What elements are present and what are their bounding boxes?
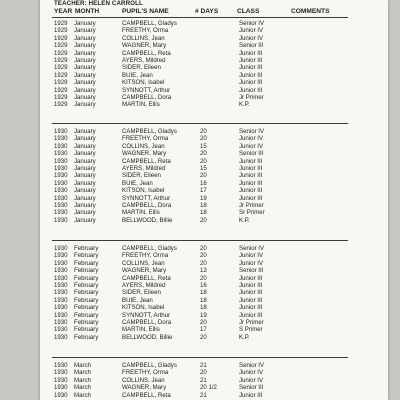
table-row [40, 377, 388, 384]
cell-year: 1929 [54, 20, 68, 27]
cell-class: Jr Primer [239, 93, 264, 101]
cell-name: CAMPBELL, Dora [122, 318, 172, 326]
cell-class: Junior III [239, 391, 263, 399]
cell-days: 21 [200, 362, 207, 369]
cell-year: 1929 [54, 79, 68, 87]
cell-days: 15 [200, 164, 207, 172]
cell-month: January [74, 194, 96, 202]
table-row [40, 384, 388, 391]
cell-month: February [74, 311, 99, 319]
cell-name: KITSON, Isabel [122, 187, 165, 195]
table-row [40, 72, 388, 79]
cell-month: January [74, 164, 96, 172]
cell-year: 1930 [54, 326, 68, 334]
cell-month: January [74, 209, 96, 217]
cell-name: SIDER, Eileen [122, 172, 161, 180]
table-row [40, 135, 388, 142]
cell-month: January [74, 157, 96, 165]
cell-class: Junior III [239, 71, 263, 79]
cell-class: Senior III [239, 150, 264, 158]
cell-class: Junior III [239, 281, 263, 289]
cell-name: WAGNER, Mary [122, 150, 167, 158]
cell-days: 17 [200, 326, 207, 334]
cell-days: 19 [200, 311, 207, 319]
cell-days: 20 [200, 245, 207, 252]
cell-name: FREETHY, Orma [122, 27, 169, 35]
cell-class: Junior III [239, 64, 263, 72]
cell-class: Junior III [239, 304, 263, 312]
cell-name: BUIE, Jean [122, 296, 153, 304]
cell-days: 20 [200, 318, 207, 326]
cell-days: 15 [200, 142, 207, 150]
cell-name: CAMPBELL, Reta [122, 391, 171, 399]
table-row [40, 392, 388, 399]
cell-year: 1929 [54, 71, 68, 79]
cell-days: 20 [200, 252, 207, 260]
cell-month: February [74, 274, 99, 282]
cell-year: 1930 [54, 209, 68, 217]
cell-name: MARTIN, Ellis [122, 209, 160, 217]
cell-name: MARTIN, Ellis [122, 326, 160, 334]
cell-year: 1930 [54, 296, 68, 304]
cell-class: Jr Primer [239, 201, 264, 209]
cell-class: Junior III [239, 274, 263, 282]
cell-name: CAMPBELL, Reta [122, 157, 171, 165]
cell-month: January [74, 216, 96, 224]
table-row [40, 87, 388, 94]
header-month: MONTH [75, 8, 100, 15]
table-row [40, 158, 388, 165]
cell-name: WAGNER, Mary [122, 267, 167, 275]
table-row [40, 362, 388, 369]
cell-class: Senior IV [239, 20, 265, 27]
cell-name: CAMPBELL, Reta [122, 274, 171, 282]
table-row [40, 282, 388, 289]
teacher-heading: TEACHER: HELEN CARROLL [54, 0, 143, 7]
cell-days: 16 [200, 281, 207, 289]
cell-name: COLLINS, Jean [122, 142, 165, 150]
cell-month: January [74, 64, 96, 72]
cell-month: January [74, 86, 96, 94]
cell-name: COLLINS, Jean [122, 376, 165, 384]
attendance-block [40, 245, 388, 341]
table-row [40, 252, 388, 259]
cell-days: 21 [200, 376, 207, 384]
section-rule [52, 357, 348, 358]
cell-name: KITSON, Isabel [122, 79, 165, 87]
cell-class: Junior III [239, 49, 263, 57]
cell-year: 1930 [54, 201, 68, 209]
cell-month: February [74, 326, 99, 334]
cell-month: January [74, 201, 96, 209]
cell-month: January [74, 42, 96, 50]
cell-class: Junior IV [239, 252, 264, 260]
cell-year: 1930 [54, 304, 68, 312]
cell-year: 1930 [54, 318, 68, 326]
cell-year: 1930 [54, 274, 68, 282]
cell-year: 1930 [54, 142, 68, 150]
cell-name: SYNNOTT, Arthur [122, 86, 171, 94]
table-row [40, 150, 388, 157]
cell-year: 1930 [54, 362, 68, 369]
table-row [40, 57, 388, 64]
cell-year: 1929 [54, 42, 68, 50]
cell-class: Junior IV [239, 259, 264, 267]
cell-days: 21 [200, 391, 207, 399]
table-row [40, 94, 388, 101]
table-row [40, 165, 388, 172]
cell-year: 1929 [54, 34, 68, 42]
cell-month: January [74, 172, 96, 180]
cell-class: Junior III [239, 187, 263, 195]
cell-name: CAMPBELL, Gladys [122, 128, 177, 135]
cell-name: CAMPBELL, Gladys [122, 362, 177, 369]
cell-year: 1930 [54, 216, 68, 224]
cell-month: January [74, 187, 96, 195]
cell-month: January [74, 71, 96, 79]
cell-name: FREETHY, Orma [122, 135, 169, 143]
attendance-block [40, 362, 388, 399]
cell-month: January [74, 150, 96, 158]
cell-class: K.P. [239, 101, 250, 109]
cell-month: February [74, 245, 99, 252]
cell-name: SIDER, Eileen [122, 289, 161, 297]
cell-month: March [74, 376, 91, 384]
cell-name: WAGNER, Mary [122, 384, 167, 392]
table-row [40, 187, 388, 194]
cell-days: 20 [200, 333, 207, 341]
cell-month: January [74, 93, 96, 101]
cell-year: 1930 [54, 157, 68, 165]
cell-year: 1929 [54, 27, 68, 35]
cell-days: 18 [200, 304, 207, 312]
cell-year: 1929 [54, 64, 68, 72]
cell-year: 1930 [54, 172, 68, 180]
cell-month: January [74, 179, 96, 187]
cell-days: 20 [200, 135, 207, 143]
cell-month: February [74, 281, 99, 289]
cell-month: February [74, 318, 99, 326]
table-row [40, 128, 388, 135]
cell-month: March [74, 384, 91, 392]
cell-name: CAMPBELL, Reta [122, 49, 171, 57]
cell-days: 16 [200, 179, 207, 187]
cell-days: 18 [200, 296, 207, 304]
table-row [40, 20, 388, 27]
cell-class: Junior IV [239, 142, 264, 150]
cell-year: 1930 [54, 289, 68, 297]
cell-month: January [74, 34, 96, 42]
cell-year: 1930 [54, 369, 68, 377]
cell-days: 20 [200, 128, 207, 135]
cell-class: Senior III [239, 267, 264, 275]
header-rule [52, 17, 348, 18]
cell-class: Senior III [239, 42, 264, 50]
cell-days: 20 1/2 [200, 384, 217, 392]
cell-class: Jr Primer [239, 318, 264, 326]
cell-days: 19 [200, 194, 207, 202]
cell-month: January [74, 128, 96, 135]
cell-year: 1930 [54, 252, 68, 260]
cell-class: Junior III [239, 56, 263, 64]
cell-class: Junior IV [239, 369, 264, 377]
cell-name: SYNNOTT, Arthur [122, 194, 171, 202]
cell-year: 1930 [54, 333, 68, 341]
table-row [40, 195, 388, 202]
header-pupil-name: PUPIL'S NAME [122, 8, 169, 15]
cell-month: January [74, 142, 96, 150]
table-row [40, 143, 388, 150]
table-row [40, 172, 388, 179]
cell-year: 1930 [54, 194, 68, 202]
cell-month: January [74, 49, 96, 57]
cell-name: COLLINS, Jean [122, 34, 165, 42]
cell-name: AYERS, Mildred [122, 164, 166, 172]
table-row [40, 304, 388, 311]
header-comments: COMMENTS [291, 8, 330, 15]
cell-class: Junior III [239, 179, 263, 187]
cell-class: S Primer [239, 326, 263, 334]
cell-month: January [74, 27, 96, 35]
cell-year: 1929 [54, 49, 68, 57]
cell-year: 1930 [54, 164, 68, 172]
cell-class: Senior IV [239, 362, 265, 369]
table-row [40, 209, 388, 216]
cell-year: 1930 [54, 179, 68, 187]
cell-days: 17 [200, 187, 207, 195]
table-row [40, 275, 388, 282]
cell-name: COLLINS, Jean [122, 259, 165, 267]
header-class: CLASS [237, 8, 260, 15]
cell-name: FREETHY, Orma [122, 369, 169, 377]
cell-days: 20 [200, 274, 207, 282]
cell-class: Junior III [239, 311, 263, 319]
cell-month: January [74, 56, 96, 64]
cell-year: 1930 [54, 187, 68, 195]
cell-month: January [74, 79, 96, 87]
cell-month: February [74, 259, 99, 267]
cell-days: 20 [200, 150, 207, 158]
cell-class: Junior IV [239, 27, 264, 35]
section-rule [52, 123, 348, 124]
cell-class: Junior IV [239, 376, 264, 384]
cell-name: CAMPBELL, Gladys [122, 20, 177, 27]
section-rule [52, 240, 348, 241]
attendance-block [40, 128, 388, 224]
table-row [40, 50, 388, 57]
cell-month: January [74, 20, 96, 27]
cell-name: CAMPBELL, Dora [122, 93, 172, 101]
column-header-row [40, 8, 388, 17]
cell-days: 13 [200, 267, 207, 275]
cell-year: 1929 [54, 101, 68, 109]
cell-year: 1930 [54, 128, 68, 135]
cell-class: Junior III [239, 164, 263, 172]
table-row [40, 180, 388, 187]
cell-year: 1930 [54, 376, 68, 384]
cell-name: AYERS, Mildred [122, 281, 166, 289]
table-row [40, 202, 388, 209]
table-row [40, 42, 388, 49]
cell-days: 20 [200, 157, 207, 165]
cell-month: February [74, 252, 99, 260]
cell-year: 1930 [54, 281, 68, 289]
document-page [40, 0, 388, 400]
table-row [40, 267, 388, 274]
header-days: # DAYS [195, 8, 219, 15]
cell-class: Senior IV [239, 245, 265, 252]
cell-class: Junior III [239, 157, 263, 165]
cell-year: 1929 [54, 93, 68, 101]
cell-name: BUIE, Jean [122, 71, 153, 79]
cell-name: FREETHY, Orma [122, 252, 169, 260]
table-row [40, 312, 388, 319]
cell-month: February [74, 333, 99, 341]
cell-year: 1930 [54, 391, 68, 399]
cell-class: Junior IV [239, 34, 264, 42]
table-row [40, 245, 388, 252]
cell-name: SYNNOTT, Arthur [122, 311, 171, 319]
table-row [40, 217, 388, 224]
table-row [40, 334, 388, 341]
cell-days: 20 [200, 216, 207, 224]
cell-days: 20 [200, 259, 207, 267]
cell-month: March [74, 391, 91, 399]
cell-name: CAMPBELL, Dora [122, 201, 172, 209]
cell-days: 20 [200, 369, 207, 377]
cell-class: K.P. [239, 333, 250, 341]
cell-class: Junior III [239, 172, 263, 180]
cell-class: Junior III [239, 79, 263, 87]
cell-name: BUIE, Jean [122, 179, 153, 187]
cell-month: March [74, 369, 91, 377]
table-row [40, 260, 388, 267]
table-row [40, 297, 388, 304]
cell-year: 1930 [54, 259, 68, 267]
cell-year: 1929 [54, 86, 68, 94]
cell-month: January [74, 101, 96, 109]
cell-year: 1930 [54, 135, 68, 143]
cell-name: BELLWOOD, Billie [122, 333, 173, 341]
cell-class: Junior III [239, 194, 263, 202]
cell-days: 18 [200, 289, 207, 297]
cell-name: AYERS, Mildred [122, 56, 166, 64]
table-row [40, 369, 388, 376]
cell-year: 1930 [54, 384, 68, 392]
cell-class: Junior III [239, 296, 263, 304]
table-row [40, 326, 388, 333]
table-row [40, 64, 388, 71]
cell-name: SIDER, Eileen [122, 64, 161, 72]
cell-days: 18 [200, 201, 207, 209]
cell-name: WAGNER, Mary [122, 42, 167, 50]
cell-year: 1930 [54, 267, 68, 275]
header-year: YEAR [54, 8, 73, 15]
table-row [40, 27, 388, 34]
cell-days: 20 [200, 172, 207, 180]
cell-name: KITSON, Isabel [122, 304, 165, 312]
cell-class: Junior III [239, 86, 263, 94]
cell-month: January [74, 135, 96, 143]
cell-month: February [74, 304, 99, 312]
table-row [40, 35, 388, 42]
table-row [40, 79, 388, 86]
attendance-block [40, 20, 388, 109]
cell-class: Senior IV [239, 128, 265, 135]
cell-name: BELLWOOD, Billie [122, 216, 173, 224]
cell-name: MARTIN, Ellis [122, 101, 160, 109]
table-row [40, 289, 388, 296]
table-row [40, 319, 388, 326]
cell-month: February [74, 267, 99, 275]
cell-class: Junior IV [239, 135, 264, 143]
cell-name: CAMPBELL, Gladys [122, 245, 177, 252]
cell-class: Senior III [239, 384, 264, 392]
cell-year: 1930 [54, 311, 68, 319]
cell-class: Junior III [239, 289, 263, 297]
cell-month: February [74, 289, 99, 297]
cell-days: 18 [200, 209, 207, 217]
cell-class: K.P. [239, 216, 250, 224]
cell-month: February [74, 296, 99, 304]
table-row [40, 101, 388, 108]
cell-year: 1930 [54, 150, 68, 158]
cell-class: Sr Primer [239, 209, 265, 217]
cell-year: 1929 [54, 56, 68, 64]
cell-year: 1930 [54, 245, 68, 252]
cell-month: March [74, 362, 91, 369]
